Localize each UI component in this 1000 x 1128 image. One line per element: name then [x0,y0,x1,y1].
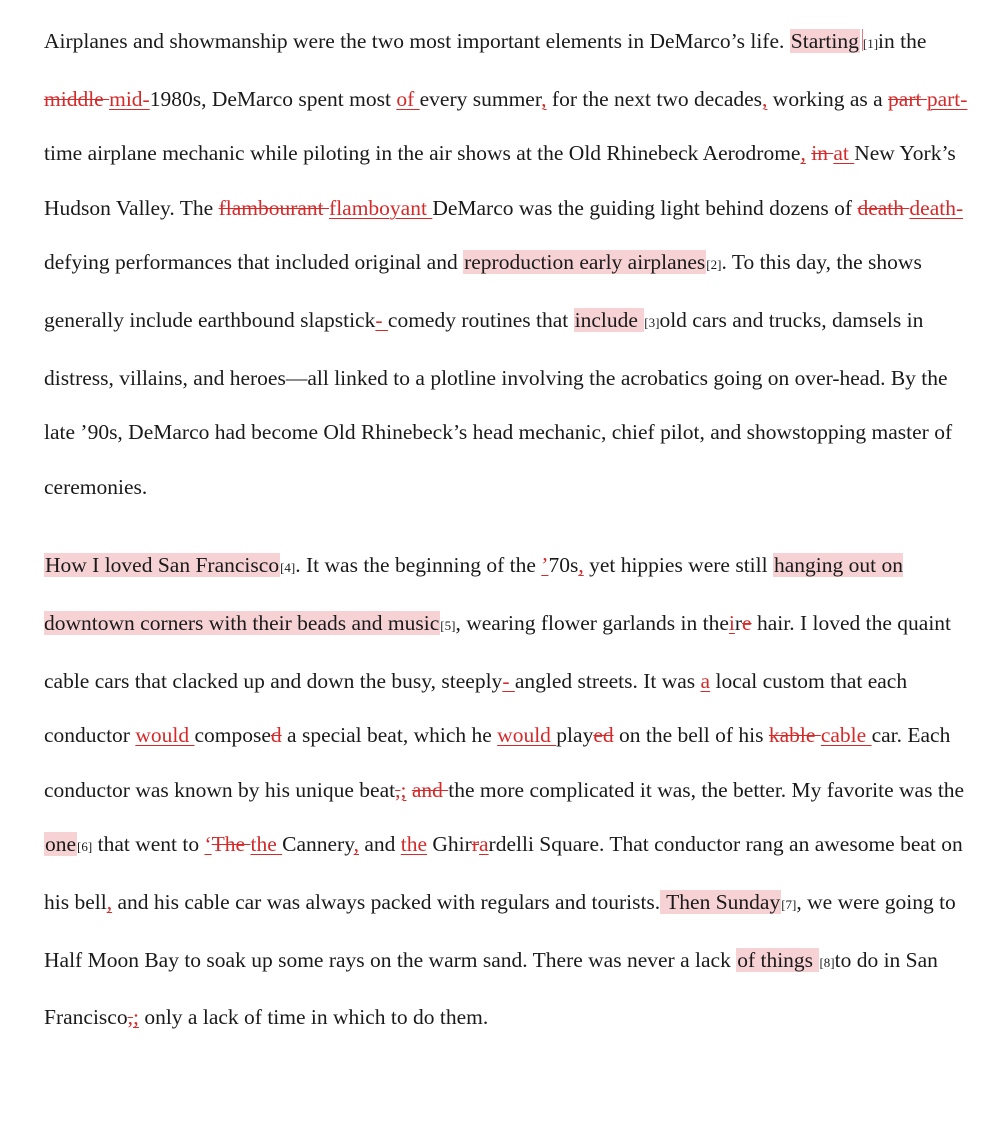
deletion-mark: kable [768,723,821,748]
comment-highlight[interactable]: How I loved San Francisco [45,553,280,578]
text-run: compose [194,723,271,748]
insertion-mark: , [541,86,547,111]
insertion-mark: a [479,832,489,857]
text-run: working as a [767,86,889,111]
comment-highlight[interactable]: hanging out on downtown corners with their beads and music [44,553,903,635]
insertion-mark: flamboyant [329,195,433,220]
text-run: old cars and trucks, damsels in distress, villains, and heroes—all linked to a plotline involving the acrobatics going on over-head. By the late ’90s, DeMarco had become Old Rhinebeck’s head mechanic, chief pilot, and showstopping master of ceremonies. [44,307,953,499]
text-run: Ghir [427,832,472,857]
comment-reference[interactable]: [6] [77,839,93,855]
insertion-mark: a [700,668,711,693]
text-run: and his cable car was always packed with regulars and tourists. [112,889,661,914]
comment-highlight[interactable]: Then Sunday [661,889,781,914]
comment-highlight[interactable]: Starting [790,29,859,53]
insertion-mark: mid- [109,86,150,111]
text-run: for the next two decades [546,86,763,111]
comment-reference[interactable]: [3] [644,314,660,330]
text-run: 70s [548,553,579,578]
text-run: comedy routines that [387,307,574,332]
comment-highlight[interactable]: of things [737,947,819,972]
deletion-mark: part [888,86,927,111]
insertion-mark: - [375,307,388,332]
paragraph-1 [44,14,970,514]
text-run: a special beat, which he [281,723,498,748]
deletion-mark: and [411,777,449,802]
deletion-mark: in [811,141,834,166]
insertion-mark: ‘ [204,832,212,857]
deletion-mark: The [211,832,251,857]
text-run: in the [878,29,927,53]
text-run: yet hippies were still [583,553,773,578]
text-run: 1980s, DeMarco spent most [149,86,397,111]
deletion-mark: e [742,610,752,635]
deletion-mark: , [395,777,401,802]
comment-highlight[interactable]: reproduction early airplanes [464,250,706,275]
insertion-mark: at [833,141,855,166]
insertion-mark: the [400,832,428,857]
comment-reference[interactable]: [2] [706,257,722,273]
text-run: car. Each conductor was known by his unique beat [44,723,951,802]
text-run: New York’s Hudson Valley. The [44,141,956,220]
comment-reference[interactable]: [5] [440,617,456,633]
insertion-mark: , [353,832,359,857]
comment-reference[interactable]: [7] [781,896,797,912]
insertion-mark: ; [132,1005,139,1030]
text-run: Cannery [282,832,354,857]
comment-reference[interactable]: [4] [280,560,296,576]
text-run: time airplane mechanic while piloting in the air shows at the Old Rhinebeck Aerodrome [44,141,801,166]
paragraph-1-text [44,14,970,514]
text-run: every summer [419,86,542,111]
comment-reference[interactable]: [8] [819,954,835,970]
paragraph-2 [44,538,970,1044]
text-run: to do in San Francisco [44,947,938,1030]
deletion-mark: , [127,1005,133,1030]
insertion-mark: ’ [541,553,549,578]
paragraph-2-text [44,538,970,1044]
text-run: and [358,832,401,857]
text-run: . To this day, the shows generally include earthbound slapstick [44,250,922,332]
insertion-mark: , [762,86,768,111]
insertion-mark: would [135,723,195,748]
text-run: hair. I loved the quaint cable cars that clacked up and down the busy, steeply [44,610,952,693]
insertion-mark: part- [926,86,968,111]
text-run: r [734,610,743,635]
insertion-mark: - [502,668,515,693]
deletion-mark: d [270,723,282,748]
insertion-mark: would [497,723,557,748]
text-run: on the bell of his [613,723,769,748]
deletion-mark: ed [593,723,614,748]
text-run: . It was the beginning of the [295,553,542,578]
insertion-mark: i [728,610,735,635]
insertion-mark: cable [820,723,872,748]
text-run: , wearing flower garlands in the [455,610,729,635]
text-run: defying performances that included original and [44,250,464,275]
comment-highlight[interactable]: include [574,307,644,332]
text-run: Airplanes and showmanship were the two most important elements in DeMarco’s life. [44,29,790,53]
insertion-mark: , [106,889,113,914]
deletion-mark: middle [44,86,110,111]
text-run: that went to [92,832,205,857]
text-run: only a lack of time in which to do them. [138,1005,489,1030]
insertion-mark: death- [909,195,964,220]
text-run: local custom that each conductor [44,668,908,748]
deletion-mark: death [857,195,910,220]
insertion-mark: ; [400,777,407,802]
text-run: the more complicated it was, the better. My favorite was the [448,777,965,802]
text-run: DeMarco was the guiding light behind dozens of [432,195,858,220]
insertion-mark: the [250,832,283,857]
insertion-mark: , [800,141,806,166]
insertion-mark: , [578,553,584,578]
insertion-mark: of [396,86,420,111]
deletion-mark: r [471,832,479,857]
text-run: angled streets. It was [514,668,701,693]
deletion-mark: flambourant [218,195,330,220]
comment-highlight[interactable]: one [45,832,77,857]
text-run: play [556,723,594,748]
text-run: rdelli Square. That conductor rang an awesome beat on his bell [44,832,963,914]
comment-reference[interactable]: [1] [862,36,879,51]
text-run: , we were going to Half Moon Bay to soak up some rays on the warm sand. There was never a lack [44,889,956,972]
